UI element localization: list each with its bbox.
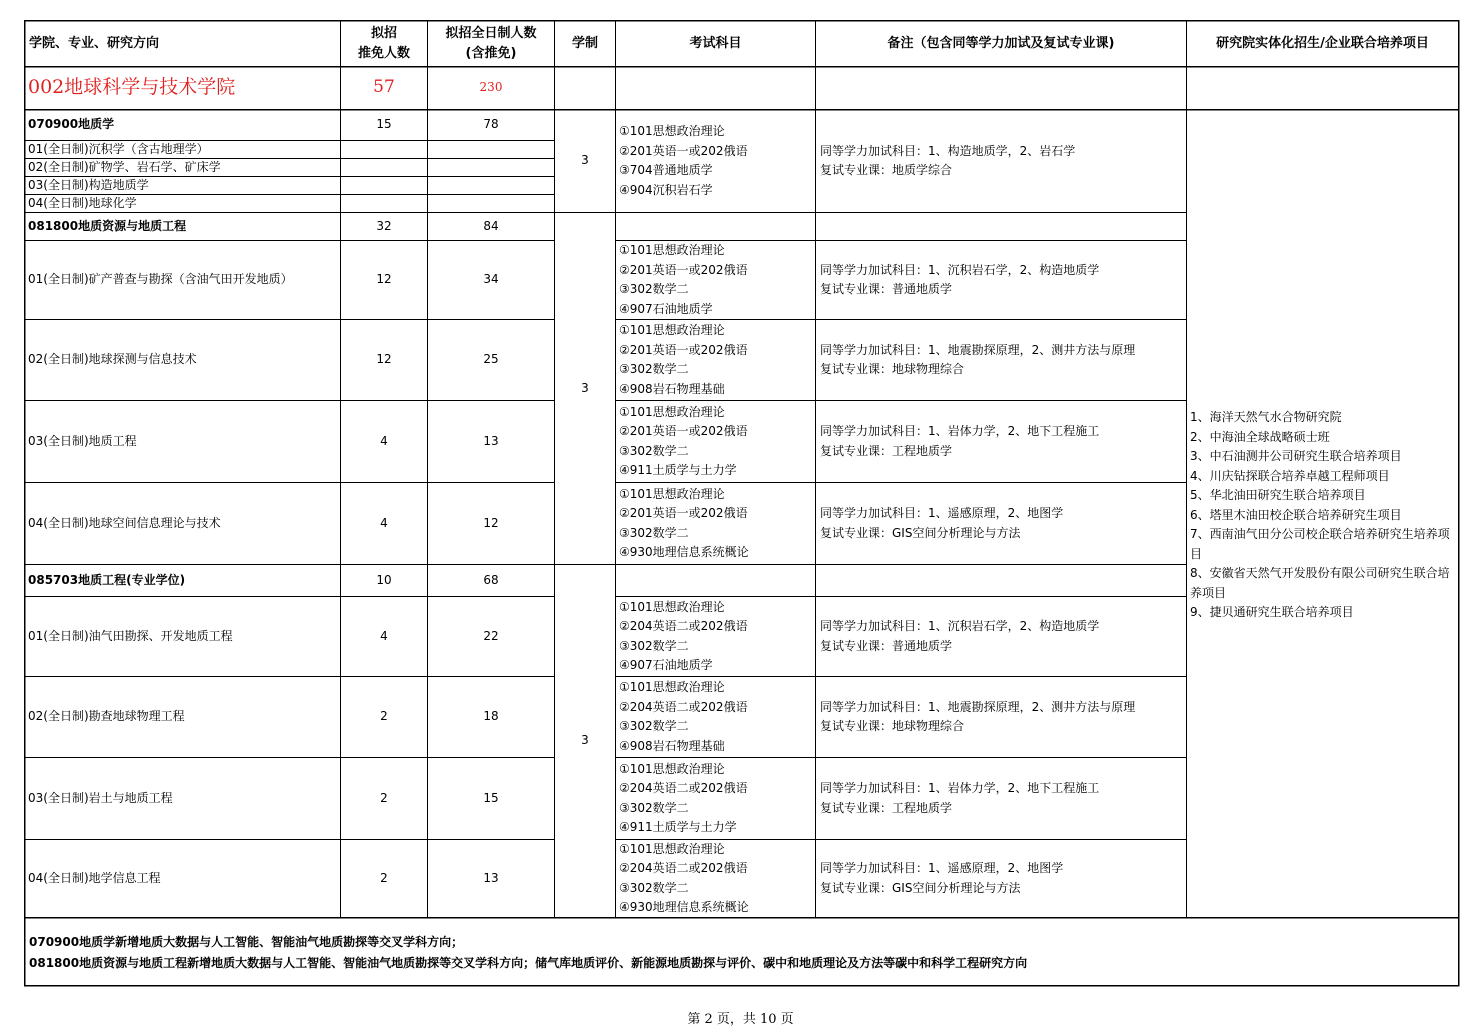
note-item: 复试专业课：工程地质学 — [820, 443, 953, 458]
subject-item: ④907石油地质学 — [619, 658, 713, 672]
major-engineering-name: 085703地质工程(专业学位) — [28, 572, 186, 587]
subject-item: ③302数学二 — [619, 800, 689, 815]
header-recommend — [341, 21, 427, 66]
note-item: 同等学力加试科目：1、岩体力学，2、地下工程施工 — [820, 424, 1100, 438]
note-item: 复试专业课：GIS空间分析理论与方法 — [820, 525, 1021, 540]
note-item: 同等学力加试科目：1、构造地质学，2、岩石学 — [820, 143, 1076, 158]
college-fulltime: 230 — [479, 80, 503, 95]
note-item: 同等学力加试科目：1、遥感原理，2、地图学 — [820, 506, 1064, 520]
subject-item: ①101思想政治理论 — [619, 599, 725, 614]
note-item: 同等学力加试科目：1、沉积岩石学，2、构造地质学 — [820, 619, 1100, 633]
major-resources-fulltime: 84 — [483, 218, 499, 233]
subject-item: ①101思想政治理论 — [619, 243, 725, 257]
note-item: 复试专业课：地球物理综合 — [820, 719, 965, 733]
resources-direction-03-subjects — [616, 401, 815, 482]
subject-item: ④908岩石物理基础 — [619, 381, 725, 396]
header-duration-label: 学制 — [571, 35, 598, 51]
subject-item: ③302数学二 — [619, 362, 689, 376]
note-item: 复试专业课：GIS空间分析理论与方法 — [820, 880, 1021, 895]
subject-item: ①101思想政治理论 — [619, 124, 725, 138]
project-item: 6、塔里木油田校企联合培养研究生项目 — [1190, 507, 1402, 522]
resources-direction-04-fulltime: 12 — [483, 515, 499, 530]
resources-direction-02-recommend: 12 — [376, 352, 392, 367]
subject-item: ④907石油地质学 — [619, 301, 713, 316]
college-recommend: 57 — [373, 77, 395, 98]
geology-direction-03: 03(全日制)构造地质学 — [28, 178, 149, 192]
engineering-direction-03-notes — [816, 758, 1186, 839]
engineering-direction-04-recommend: 2 — [380, 870, 388, 885]
note-item: 同等学力加试科目：1、沉积岩石学，2、构造地质学 — [820, 262, 1100, 277]
subject-item: ④904沉积岩石学 — [619, 182, 713, 197]
resources-direction-03-recommend: 4 — [380, 433, 388, 448]
resources-direction-01-notes — [816, 241, 1186, 319]
project-item: 5、华北油田研究生联合培养项目 — [1190, 488, 1366, 502]
header-fulltime-line2: (含推免) — [465, 45, 517, 61]
major-engineering-fulltime: 68 — [483, 572, 499, 587]
major-geology-fulltime: 78 — [483, 117, 499, 132]
subject-item: ①101思想政治理论 — [619, 761, 725, 776]
college-name: 002地球科学与技术学院 — [28, 76, 236, 99]
engineering-direction-03-recommend: 2 — [380, 790, 388, 805]
resources-direction-01-subjects — [616, 241, 815, 319]
resources-direction-03-fulltime: 13 — [483, 433, 499, 448]
header-subjects-label: 考试科目 — [689, 35, 742, 51]
subject-item: ②204英语二或202俄语 — [619, 619, 748, 633]
engineering-direction-01-notes — [816, 597, 1186, 676]
major-geology-recommend: 15 — [376, 117, 392, 132]
major-resources-recommend: 32 — [376, 218, 392, 233]
projects-list — [1187, 408, 1455, 628]
subject-item: ③704普通地质学 — [619, 163, 713, 177]
note-item: 同等学力加试科目：1、岩体力学，2、地下工程施工 — [820, 781, 1100, 795]
engineering-direction-04-notes — [816, 840, 1186, 917]
subject-item: ②204英语二或202俄语 — [619, 861, 748, 875]
subject-item: ③302数学二 — [619, 638, 689, 653]
resources-direction-02-subjects — [616, 320, 815, 400]
header-projects-label: 研究院实体化招生/企业联合培养项目 — [1216, 35, 1429, 51]
engineering-direction-01-fulltime: 22 — [483, 628, 499, 643]
note-item: 同等学力加试科目：1、地震勘探原理，2、测井方法与原理 — [820, 699, 1136, 714]
project-item: 3、中石油测井公司研究生联合培养项目 — [1190, 449, 1402, 463]
engineering-direction-02-fulltime: 18 — [483, 709, 499, 724]
header-duration — [555, 21, 615, 66]
major-resources-name: 081800地质资源与地质工程 — [28, 218, 187, 233]
note-item: 复试专业课：普通地质学 — [820, 638, 953, 653]
resources-direction-04-recommend: 4 — [380, 515, 388, 530]
geology-direction-04: 04(全日制)地球化学 — [28, 196, 137, 210]
subject-item: ③302数学二 — [619, 282, 689, 296]
subject-item: ④911土质学与土力学 — [619, 820, 737, 834]
resources-direction-02: 02(全日制)地球探测与信息技术 — [28, 352, 197, 367]
engineering-direction-04-subjects — [616, 840, 815, 917]
subject-item: ④930地理信息系统概论 — [619, 900, 749, 914]
engineering-direction-02-notes — [816, 677, 1186, 757]
subject-item: ①101思想政治理论 — [619, 404, 725, 419]
subject-item: ①101思想政治理论 — [619, 323, 725, 337]
note-item: 同等学力加试科目：1、遥感原理，2、地图学 — [820, 861, 1064, 875]
header-projects — [1187, 21, 1458, 66]
resources-direction-03-notes — [816, 401, 1186, 482]
engineering-direction-01-recommend: 4 — [380, 628, 388, 643]
footnote-line: 081800地质资源与地质工程新增地质大数据与人工智能、智能油气地质勘探等交叉学科方向；储气库地质评价、新能源地质勘探与评价、碳中和地质理论及方法等碳中和科学工程研究方向 — [29, 956, 1028, 970]
subject-item: ②201英语一或202俄语 — [619, 506, 748, 520]
footnotes — [25, 918, 1458, 985]
subject-item: ②204英语二或202俄语 — [619, 781, 748, 795]
header-notes-label: 备注（包含同等学力加试及复试专业课) — [887, 35, 1115, 51]
resources-direction-01: 01(全日制)矿产普查与勘探（含油气田开发地质） — [28, 272, 293, 287]
note-item: 复试专业课：工程地质学 — [820, 800, 953, 815]
project-item: 2、中海油全球战略硕士班 — [1190, 429, 1330, 444]
engineering-direction-02-subjects — [616, 677, 815, 757]
subject-item: ②201英语一或202俄语 — [619, 342, 748, 357]
header-fulltime — [428, 21, 554, 66]
engineering-direction-01: 01(全日制)油气田勘探、开发地质工程 — [28, 628, 233, 643]
subject-item: ④911土质学与土力学 — [619, 463, 737, 477]
geology-notes — [816, 110, 1186, 212]
resources-direction-04-subjects — [616, 483, 815, 564]
subject-item: ③302数学二 — [619, 443, 689, 458]
project-item: 1、海洋天然气水合物研究院 — [1190, 410, 1342, 424]
engineering-direction-01-subjects — [616, 597, 815, 676]
note-item: 复试专业课：地质学综合 — [820, 163, 953, 177]
engineering-direction-03-subjects — [616, 758, 815, 839]
footnote-line: 070900地质学新增地质大数据与人工智能、智能油气地质勘探等交叉学科方向； — [29, 935, 464, 949]
resources-direction-04-notes — [816, 483, 1186, 564]
geology-subjects — [616, 110, 815, 212]
subject-item: ③302数学二 — [619, 719, 689, 733]
project-item: 4、川庆钻探联合培养卓越工程师项目 — [1190, 468, 1390, 483]
subject-item: ②204英语二或202俄语 — [619, 699, 748, 714]
major-engineering-recommend: 10 — [376, 572, 392, 587]
subject-item: ①101思想政治理论 — [619, 486, 725, 501]
project-item: 8、安徽省天然气开发股份有限公司研究生联合培养项目 — [1190, 566, 1450, 600]
engineering-direction-02-recommend: 2 — [380, 709, 388, 724]
major-geology-name: 070900地质学 — [28, 117, 115, 132]
engineering-direction-03: 03(全日制)岩土与地质工程 — [28, 790, 173, 805]
header-college-label: 学院、专业、研究方向 — [29, 35, 160, 51]
subject-item: ④908岩石物理基础 — [619, 738, 725, 753]
subject-item: ①101思想政治理论 — [619, 841, 725, 856]
geology-direction-02: 02(全日制)矿物学、岩石学、矿床学 — [28, 160, 221, 174]
subject-item: ③302数学二 — [619, 525, 689, 540]
resources-duration: 3 — [581, 380, 589, 395]
engineering-direction-02: 02(全日制)勘查地球物理工程 — [28, 709, 185, 724]
header-recommend-line2: 推免人数 — [357, 45, 410, 61]
geology-direction-01: 01(全日制)沉积学（含古地理学） — [28, 142, 209, 156]
header-college — [25, 21, 340, 66]
header-fulltime-line1: 拟招全日制人数 — [445, 25, 537, 41]
engineering-duration: 3 — [581, 733, 589, 748]
note-item: 复试专业课：地球物理综合 — [820, 362, 965, 376]
resources-direction-02-fulltime: 25 — [483, 352, 499, 367]
subject-item: ②201英语一或202俄语 — [619, 424, 748, 438]
header-recommend-line1: 拟招 — [370, 25, 397, 41]
engineering-direction-03-fulltime: 15 — [483, 790, 499, 805]
resources-direction-01-recommend: 12 — [376, 272, 392, 287]
resources-direction-04: 04(全日制)地球空间信息理论与技术 — [28, 515, 221, 530]
subject-item: ④930地理信息系统概论 — [619, 545, 749, 559]
header-subjects — [616, 21, 815, 66]
resources-direction-03: 03(全日制)地质工程 — [28, 433, 137, 448]
engineering-direction-04-fulltime: 13 — [483, 870, 499, 885]
note-item: 复试专业课：普通地质学 — [820, 282, 953, 296]
resources-direction-02-notes — [816, 320, 1186, 400]
subject-item: ③302数学二 — [619, 880, 689, 895]
geology-duration: 3 — [581, 153, 589, 168]
note-item: 同等学力加试科目：1、地震勘探原理，2、测井方法与原理 — [820, 342, 1136, 357]
project-item: 7、西南油气田分公司校企联合培养研究生培养项目 — [1190, 527, 1450, 561]
subject-item: ②201英语一或202俄语 — [619, 262, 748, 277]
subject-item: ②201英语一或202俄语 — [619, 143, 748, 158]
header-notes — [816, 21, 1186, 66]
project-item: 9、捷贝通研究生联合培养项目 — [1190, 605, 1354, 619]
page-number: 第 2 页，共 10 页 — [687, 1012, 794, 1027]
resources-direction-01-fulltime: 34 — [483, 272, 499, 287]
subject-item: ①101思想政治理论 — [619, 680, 725, 694]
engineering-direction-04: 04(全日制)地学信息工程 — [28, 870, 161, 885]
